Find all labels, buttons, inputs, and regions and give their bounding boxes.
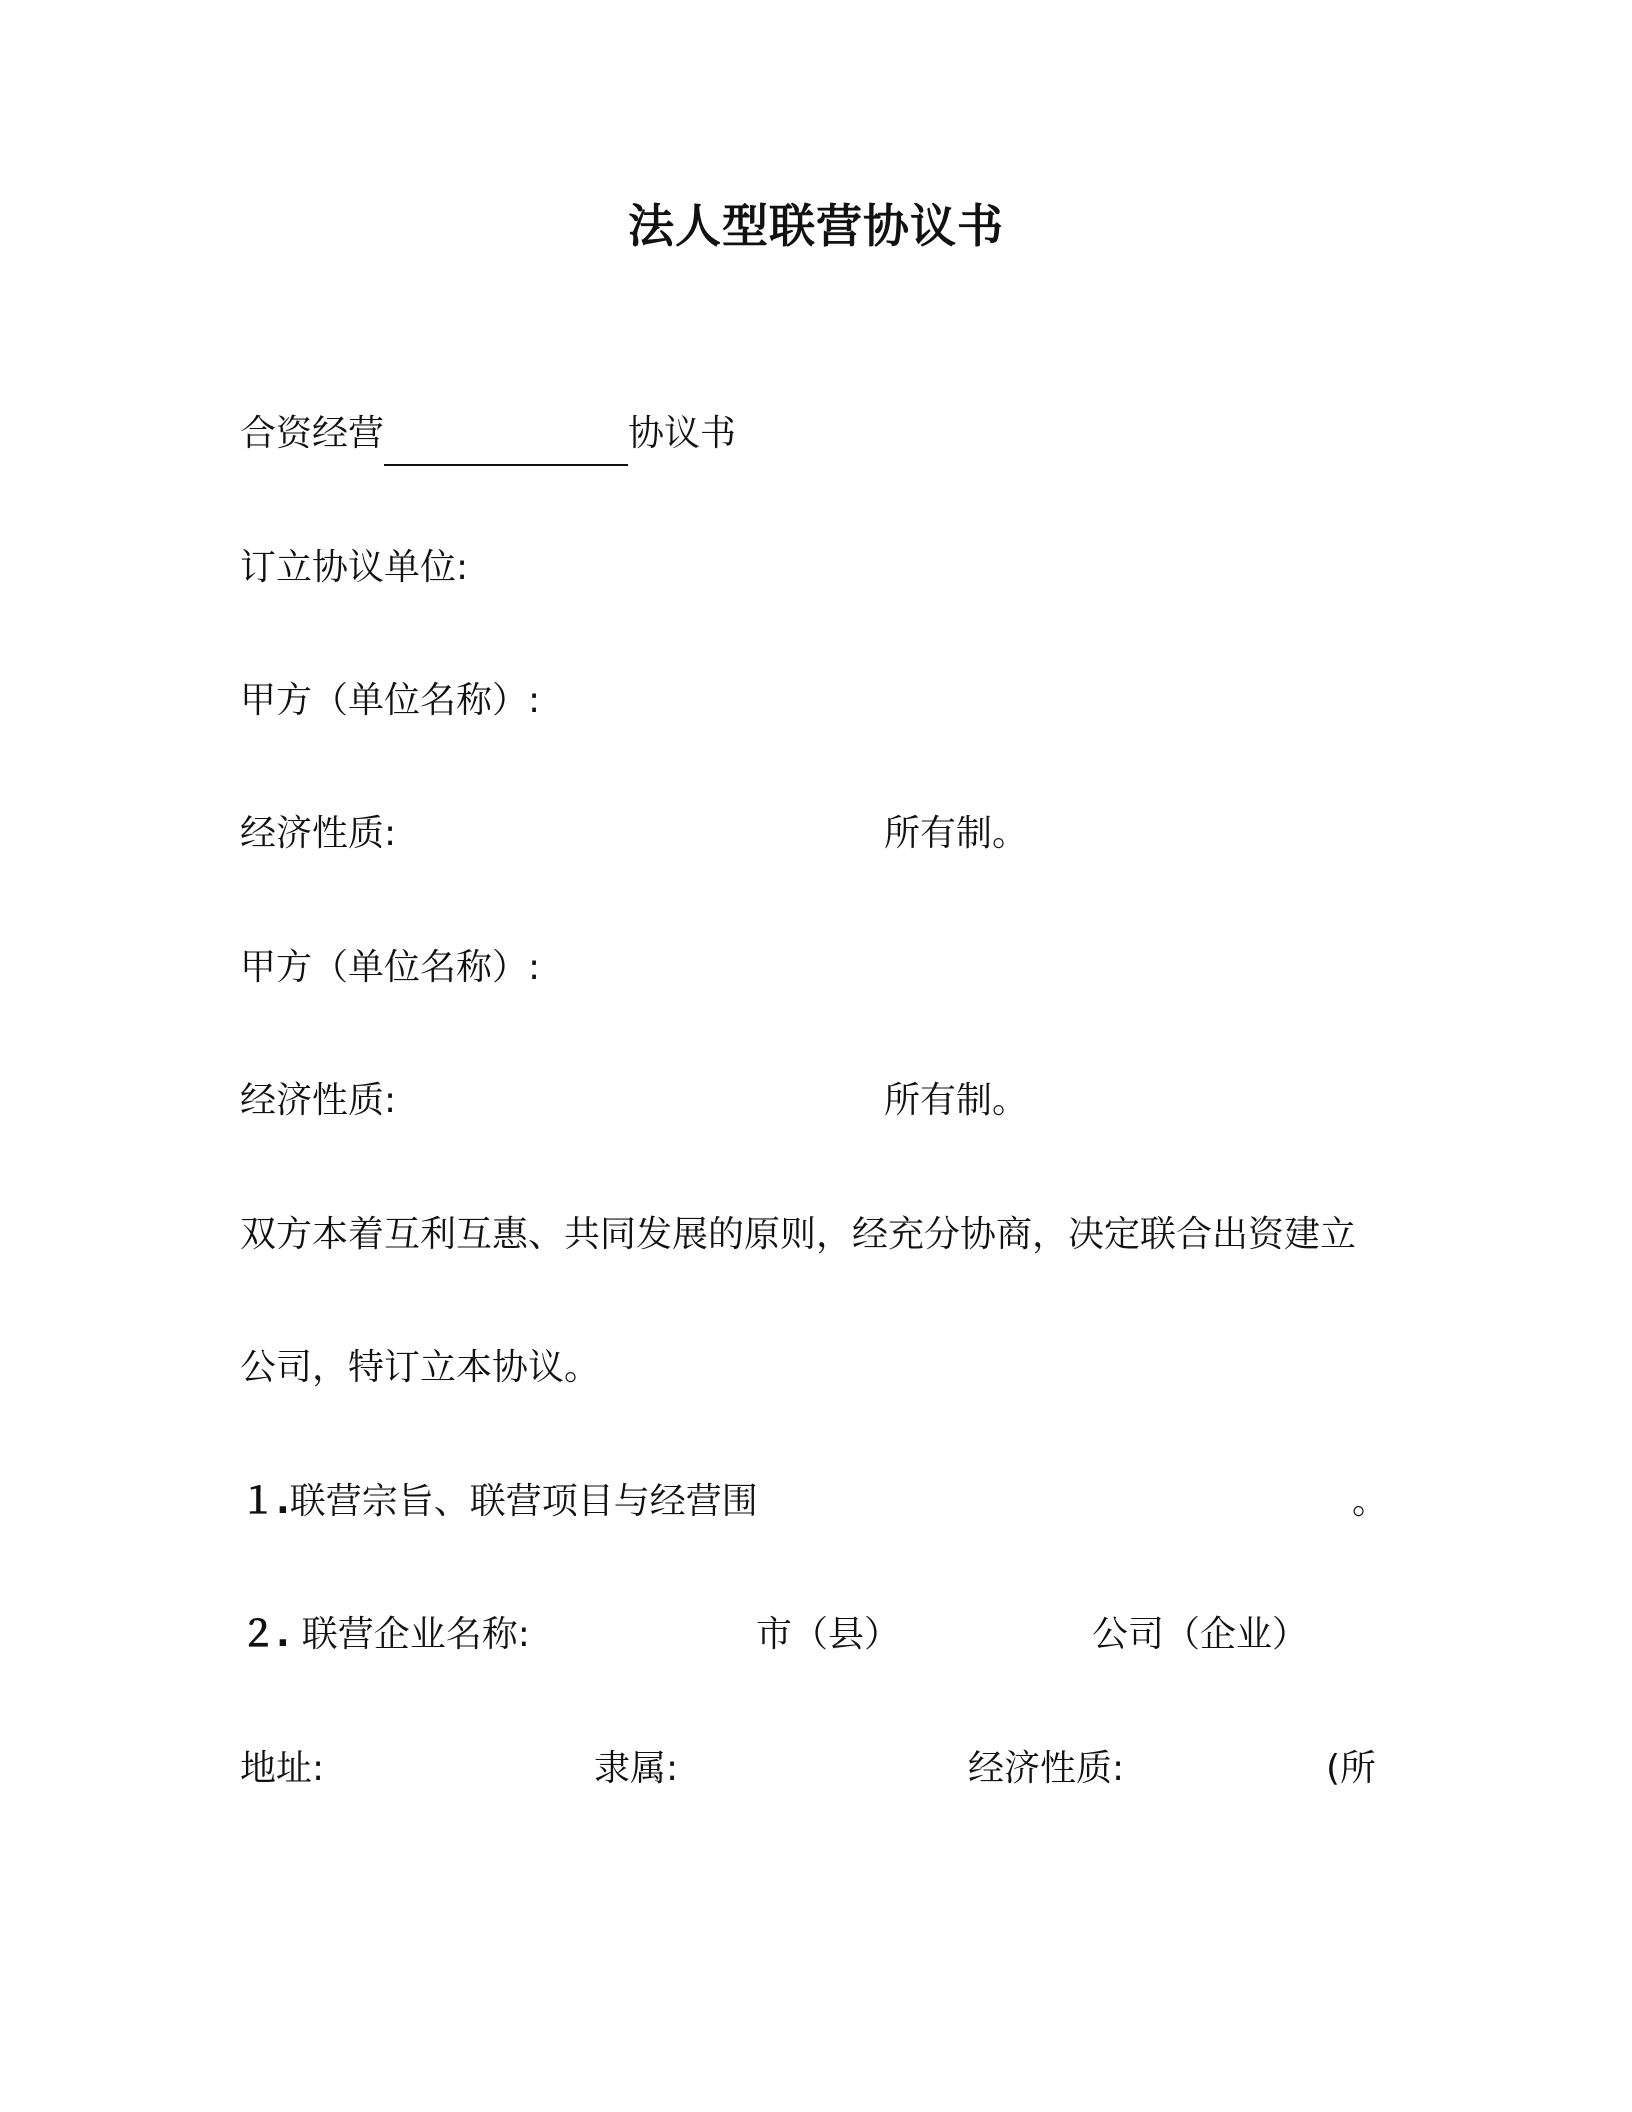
affiliation-label: 隶属: (594, 1748, 679, 1789)
heading-prefix: 合资经营 (240, 413, 385, 454)
ownership-suffix-2: 所有制。 (884, 1080, 1029, 1121)
clause-1-number: １. (240, 1481, 290, 1522)
ownership-suffix-1: 所有制。 (884, 813, 1029, 854)
agreement-heading-line (240, 410, 736, 458)
parties-label: 订立协议单位: (240, 547, 469, 588)
heading-suffix: 协议书 (628, 413, 737, 454)
economic-nature-label-1: 经济性质: (240, 813, 397, 854)
clause-1-end: 。 (1352, 1481, 1389, 1522)
ownership-open: (所 (1326, 1748, 1377, 1789)
clause-2-text: 联营企业名称: (301, 1614, 530, 1655)
clause-1 (240, 1478, 758, 1526)
document-title: 法人型联营协议书 (628, 199, 1004, 253)
party-a-first-label: 甲方（单位名称）: (240, 680, 541, 721)
address-label: 地址: (240, 1748, 325, 1789)
preamble-line-2: 公司，特订立本协议。 (240, 1347, 601, 1388)
preamble-line-1: 双方本着互利互惠、共同发展的原则，经充分协商，决定联合出资建立 (240, 1214, 1357, 1255)
clause-2-number: ２. (240, 1614, 290, 1655)
party-a-second-label: 甲方（单位名称）: (240, 947, 541, 988)
clause-2-city: 市（县） (756, 1614, 901, 1655)
economic-nature-label-2: 经济性质: (240, 1080, 397, 1121)
clause-1-text: 联营宗旨、联营项目与经营围 (289, 1481, 758, 1522)
clause-2 (240, 1611, 530, 1659)
clause-2-company: 公司（企业） (1092, 1614, 1309, 1655)
economic-nature-label-3: 经济性质: (968, 1748, 1125, 1789)
blank-underline-field (384, 424, 628, 466)
